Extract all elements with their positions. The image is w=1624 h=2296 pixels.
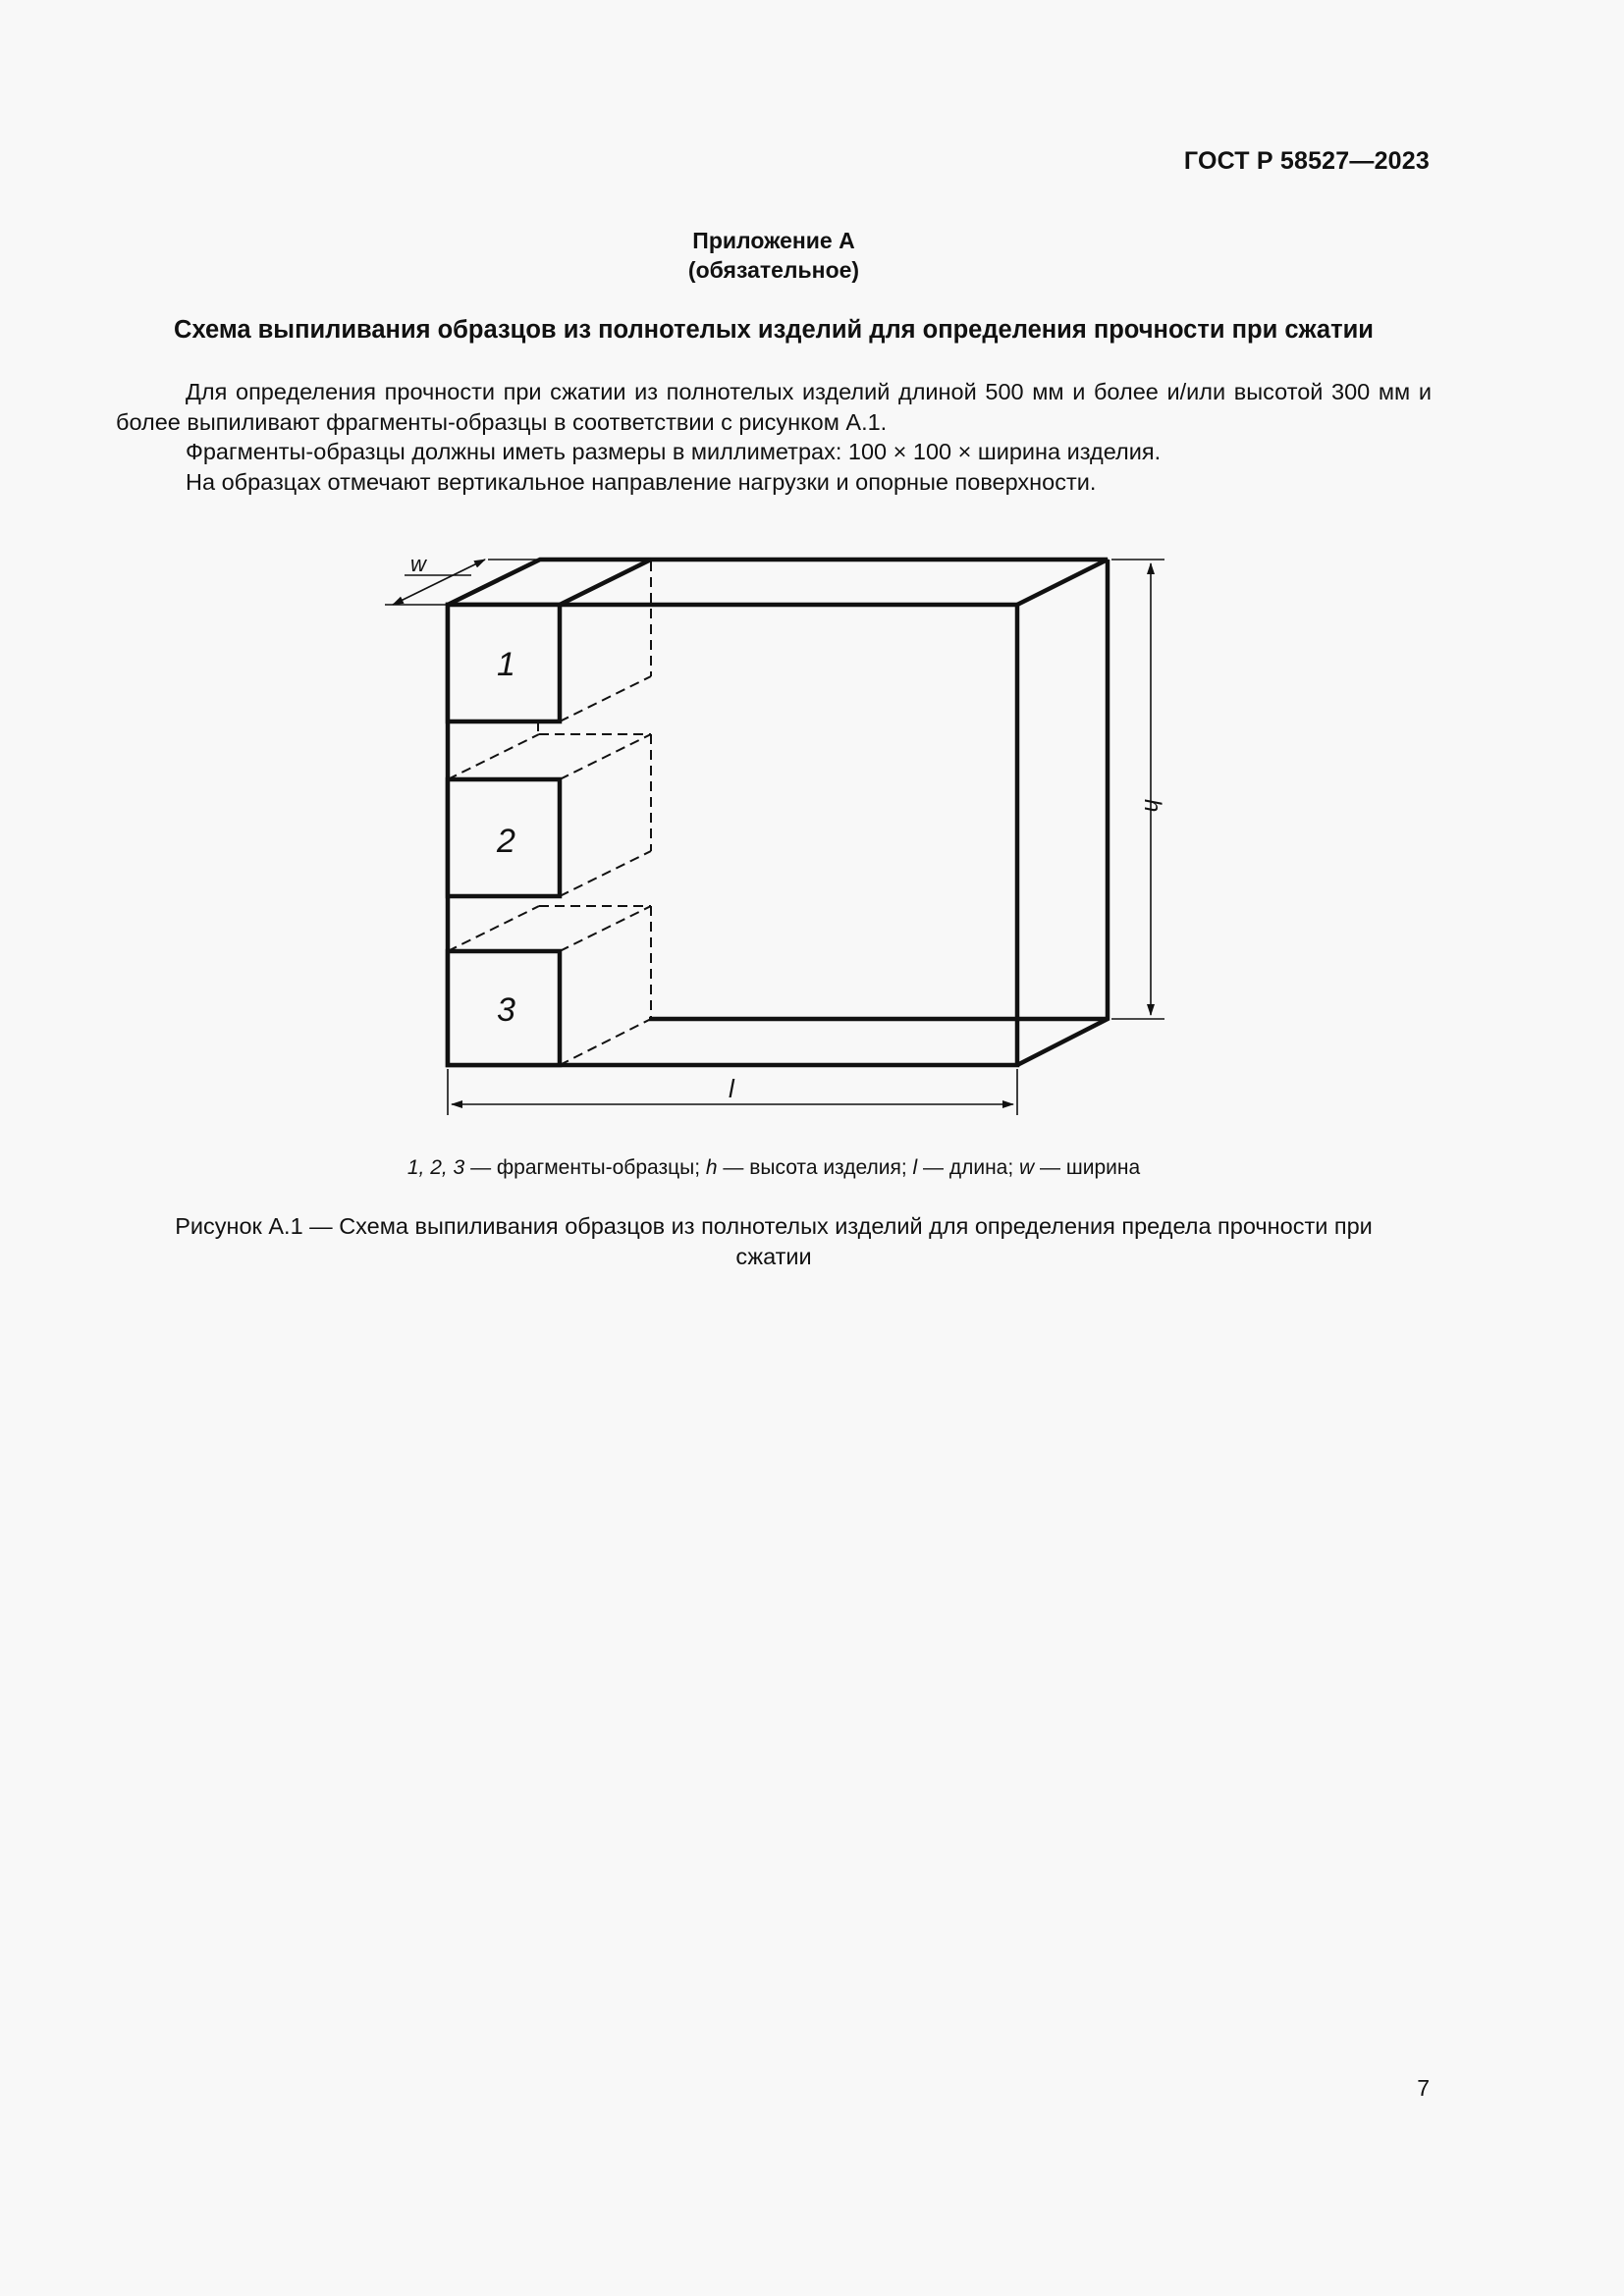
annex-title: Приложение А [692,228,855,253]
sample-1-label: 1 [497,646,515,683]
paragraph-2: Фрагменты-образцы должны иметь размеры в миллиметрах: 100 × 100 × ширина изделия. [186,439,1162,464]
right-face [1017,560,1108,1065]
section-title: Схема выпиливания образцов из полнотелых изделий для определения прочности при сжатии [174,316,1374,344]
top-face [448,560,1108,605]
sample-blocks [448,560,651,1065]
paragraph-3: На образцах отмечают вертикальное направление нагрузки и опорные поверхности. [186,468,1097,495]
page-number: 7 [1417,2075,1430,2101]
legend-numbers-desc: — фрагменты-образцы; [464,1156,706,1179]
body-text [116,377,1432,497]
legend-h: h [705,1156,718,1179]
width-label: w [410,552,426,576]
annex-heading [0,226,1547,285]
legend-l-desc: — длина; [917,1156,1020,1179]
legend-w-desc: — ширина [1034,1156,1141,1179]
figure-caption: Рисунок А.1 — Схема выпиливания образцов из полнотелых изделий для определения предела прочности при сжатии [175,1213,1373,1269]
paragraph-1: Для определения прочности при сжатии из полнотелых изделий длиной 500 мм и более и/или высотой 300 мм и более выпиливают фрагменты-образцы в соответствии с рисунком А.1. [116,379,1432,435]
annex-status: (обязательное) [687,257,860,283]
legend-w: w [1019,1156,1035,1179]
sample-2-label: 2 [497,823,515,860]
width-dimension [393,560,485,605]
cutting-scheme-figure [378,545,1178,1124]
sample-3-label: 3 [497,991,515,1029]
document-code: ГОСТ Р 58527—2023 [1183,147,1430,175]
legend-l: l [912,1156,918,1179]
height-label: h [1139,799,1165,813]
legend-h-desc: — высота изделия; [717,1156,913,1179]
length-label: l [729,1074,734,1103]
legend-numbers: 1, 2, 3 [406,1156,465,1179]
figure-legend [0,1156,1547,1180]
